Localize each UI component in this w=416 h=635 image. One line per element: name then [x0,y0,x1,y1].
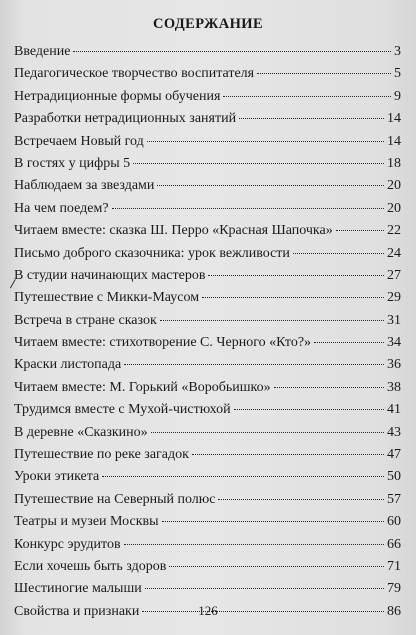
page-number: 126 [198,603,218,618]
dot-leader [239,118,384,119]
toc-entry-title: В деревне «Сказкино» [14,424,148,440]
toc-entry-page: 20 [387,200,401,216]
toc-entry-title: Путешествие на Северный полюс [14,491,216,507]
toc-entry-title: Уроки этикета [14,469,100,485]
toc-entry-title: Встречаем Новый год [14,133,144,149]
toc-entry [14,66,401,88]
toc-entry-page: 31 [387,312,401,328]
dot-leader [73,51,391,52]
dot-leader [160,320,384,321]
dot-leader [147,141,384,142]
toc-entry-page: 86 [387,603,401,619]
toc-entry [14,246,401,268]
toc-entry [14,201,401,223]
dot-leader [112,208,384,209]
toc-entry-title: Письмо доброго сказочника: урок вежливости [14,245,290,261]
toc-entry [14,447,401,469]
toc-entry-title: На чем поедем? [14,200,109,216]
dot-leader [314,342,384,343]
toc-entry-page: 60 [387,514,401,530]
dot-leader [162,521,384,522]
toc-entry-page: 34 [387,335,401,351]
toc-entry-title: Путешествие с Микки-Маусом [14,290,200,306]
dot-leader [257,73,391,74]
toc-entry-title: Свойства и признаки [14,603,140,619]
toc-entry [14,178,401,200]
toc-entry-page: 57 [387,491,401,507]
toc-entry-title: Путешествие по реке загадок [14,447,189,463]
toc-entry [14,290,401,312]
toc-entry-title: В студии начинающих мастеров [14,267,206,283]
dot-leader [124,544,384,545]
dot-leader [102,476,384,477]
dot-leader [293,253,384,254]
toc-entry-title: Нетрадиционные формы обучения [14,88,221,104]
toc-entry-title: Трудимся вместе с Мухой-чистюхой [14,402,231,418]
dot-leader [223,96,391,97]
toc-entry [14,492,401,514]
toc-entry-page: 9 [394,88,401,104]
toc-entry-page: 22 [387,223,401,239]
toc-entry-title: Краски листопада [14,357,122,373]
toc-entry-page: 47 [387,447,401,463]
toc-entry-page: 5 [394,66,401,82]
dot-leader [234,409,384,410]
page-title: СОДЕРЖАНИЕ [152,16,264,32]
toc-entry-title: Шестиногие малыши [14,581,142,597]
toc-entry-page: 71 [387,558,401,574]
toc-entry [14,514,401,536]
toc-entry [14,89,401,111]
toc-entry [14,357,401,379]
toc-entry [14,537,401,559]
toc-entry-page: 79 [387,581,401,597]
toc-entry-title: Встреча в стране сказок [14,312,157,328]
toc-entry-title: Театры и музеи Москвы [14,514,159,530]
toc-entry-title: Читаем вместе: сказка Ш. Перро «Красная Шапочка» [14,223,333,239]
dot-leader [157,185,384,186]
toc-entry-page: 14 [387,133,401,149]
toc-entry-page: 18 [387,155,401,171]
toc-entry [14,156,401,178]
toc-entry-title: Если хочешь быть здоров [14,558,167,574]
toc-entry-page: 29 [387,290,401,306]
toc-entry [14,335,401,357]
dot-leader [202,297,384,298]
toc-entry-title: Конкурс эрудитов [14,536,121,552]
toc-entry [14,425,401,447]
toc-entry-page: 14 [387,111,401,127]
toc-entry-page: 38 [387,379,401,395]
toc-entry-page: 66 [387,536,401,552]
toc-entry [14,581,401,603]
toc-entry-title: Читаем вместе: стихотворение С. Черного «Кто?» [14,335,312,351]
toc-entry-title: В гостях у цифры 5 [14,155,131,171]
toc-entry [14,134,401,156]
toc-entry [14,402,401,424]
toc-entry-title: Наблюдаем за звездами [14,178,155,194]
dot-leader [145,588,384,589]
toc-entry [14,268,401,290]
toc-entry [14,469,401,491]
toc-entry-page: 20 [387,178,401,194]
toc-entry-page: 24 [387,245,401,261]
dot-leader [336,230,384,231]
toc-entry [14,111,401,133]
dot-leader [133,163,384,164]
toc-entry-page: 41 [387,402,401,418]
toc-entry-page: 50 [387,469,401,485]
toc-entry [14,223,401,245]
toc-entry [14,44,401,66]
toc-entry-page: 43 [387,424,401,440]
dot-leader [169,566,384,567]
toc-entry [14,559,401,581]
dot-leader [151,432,384,433]
dot-leader [208,275,384,276]
table-of-contents [14,44,401,626]
dot-leader [218,499,384,500]
toc-entry-title: Разработки нетрадиционных занятий [14,111,237,127]
dot-leader [274,387,384,388]
dot-leader [124,364,384,365]
toc-entry-title: Педагогическое творчество воспитателя [14,66,255,82]
toc-entry-page: 36 [387,357,401,373]
dot-leader [192,454,384,455]
toc-entry [14,313,401,335]
toc-entry-page: 27 [387,267,401,283]
toc-entry-title: Введение [14,44,71,59]
toc-entry-page: 3 [394,44,401,59]
toc-entry-title: Читаем вместе: М. Горький «Воробьишко» [14,379,271,395]
toc-entry [14,380,401,402]
